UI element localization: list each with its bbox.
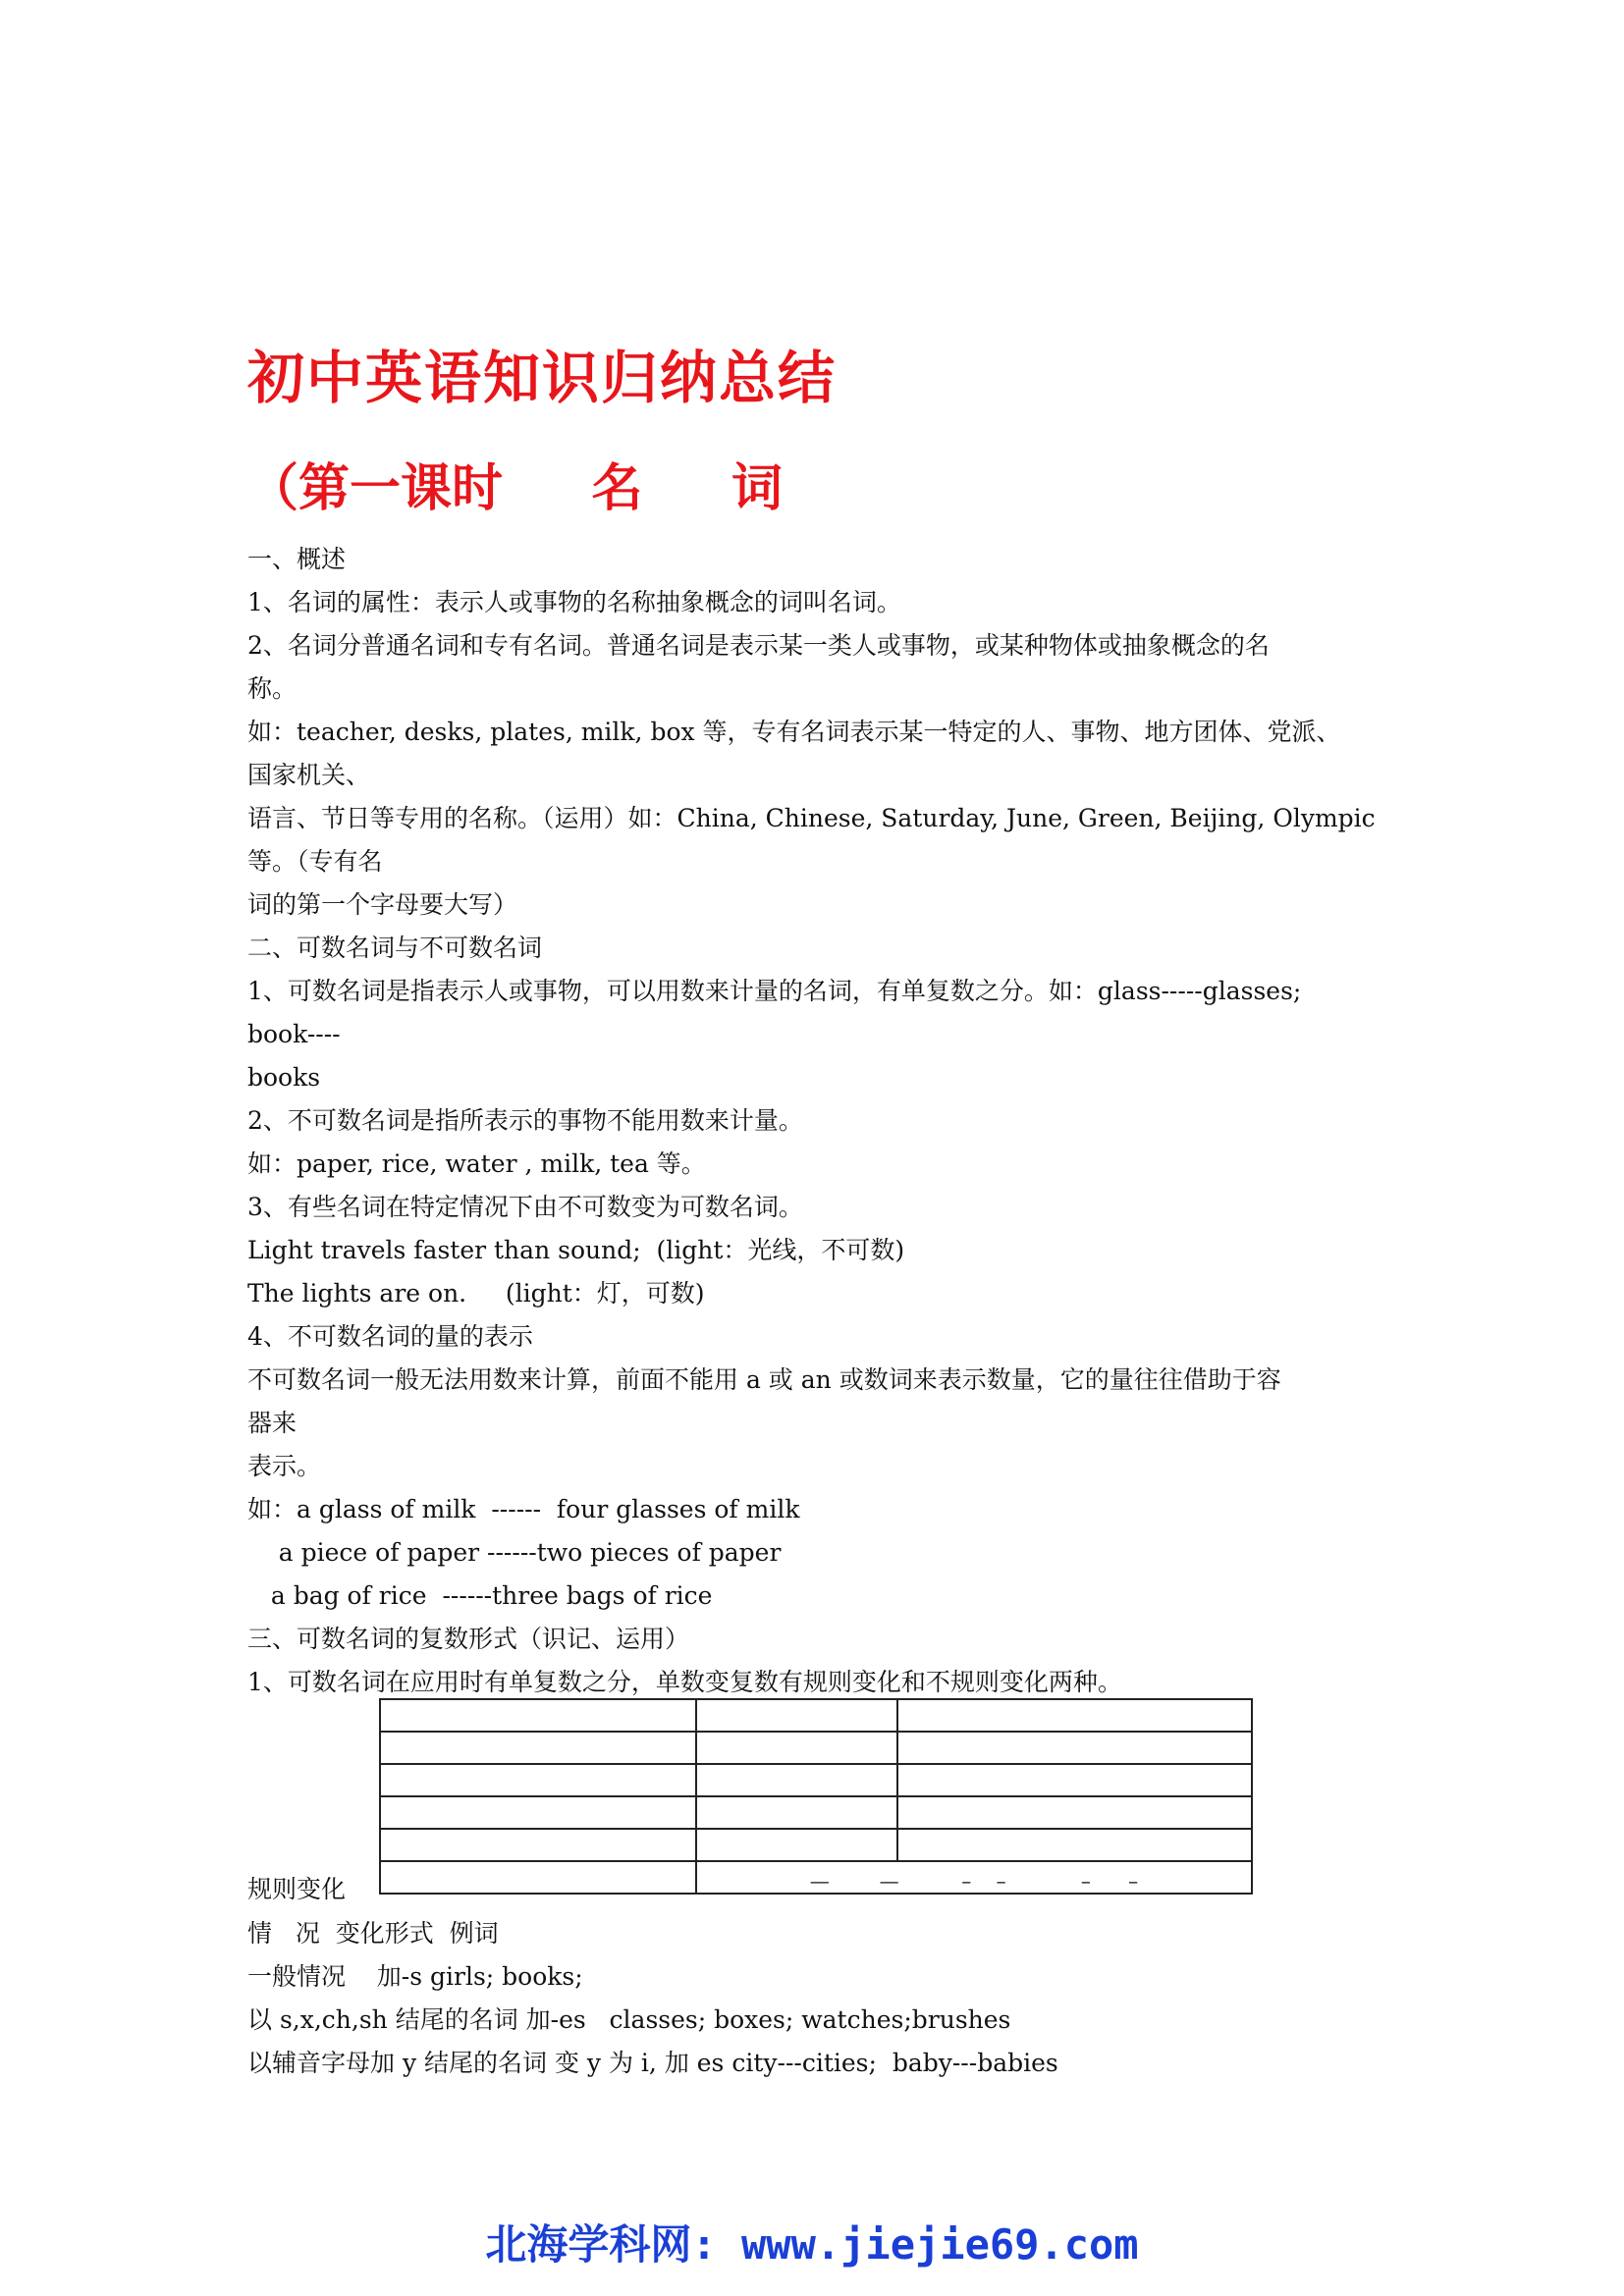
table-cell xyxy=(380,1764,696,1796)
text-line: 4、不可数名词的量的表示 xyxy=(247,1322,533,1351)
table-cell xyxy=(696,1699,897,1732)
text-line: The lights are on. (light：灯，可数) xyxy=(247,1279,705,1308)
text-line: 三、可数名词的复数形式（识记、运用） xyxy=(247,1625,690,1653)
text-line: 语言、节日等专用的名称。（运用）如：China, Chinese, Saturday, June, Green, Beijing, Olympic xyxy=(247,804,1376,832)
text-line: 一、概述 xyxy=(247,545,347,573)
table-row xyxy=(380,1829,1252,1861)
table-cell xyxy=(696,1732,897,1764)
plural-rules-table xyxy=(379,1698,1253,1895)
text-line: 2、名词分普通名词和专有名词。普通名词是表示某一类人或事物，或某种物体或抽象概念的名 xyxy=(247,631,1270,660)
text-line: book---- xyxy=(247,1020,341,1048)
table-cell xyxy=(897,1699,1252,1732)
text-line: 表示。 xyxy=(247,1452,322,1480)
footer-website: 北海学科网: www.jiejie69.com xyxy=(485,2220,1139,2269)
text-line: 1、可数名词在应用时有单复数之分，单数变复数有规则变化和不规则变化两种。 xyxy=(247,1668,1122,1696)
table-cell xyxy=(380,1829,696,1861)
text-line: 等。（专有名 xyxy=(247,847,383,876)
text-line: 器来 xyxy=(247,1409,298,1437)
table-label: 规则变化 xyxy=(247,1875,347,1903)
text-line: 3、有些名词在特定情况下由不可数变为可数名词。 xyxy=(247,1193,803,1221)
text-line: 1、名词的属性：表示人或事物的名称抽象概念的词叫名词。 xyxy=(247,588,901,616)
table-cell-marks xyxy=(696,1861,1252,1894)
after-table-text xyxy=(247,1912,1396,2085)
table-cell xyxy=(696,1764,897,1796)
table-cell xyxy=(380,1699,696,1732)
table-dash-marks: — — – – – – xyxy=(809,1869,1139,1893)
table-row xyxy=(380,1764,1252,1796)
text-line: Light travels faster than sound; (light：光线，不可数) xyxy=(247,1236,905,1264)
text-line: 如：a glass of milk ------ four glasses of milk xyxy=(247,1495,800,1523)
table-cell xyxy=(380,1796,696,1829)
table-cell xyxy=(696,1829,897,1861)
table-cell xyxy=(696,1796,897,1829)
text-line: 2、不可数名词是指所表示的事物不能用数来计量。 xyxy=(247,1106,803,1135)
table-row xyxy=(380,1732,1252,1764)
table-cell xyxy=(897,1829,1252,1861)
text-line: 情 况 变化形式 例词 xyxy=(247,1919,499,1948)
table-cell xyxy=(897,1732,1252,1764)
text-line: books xyxy=(247,1063,321,1092)
table-row xyxy=(380,1699,1252,1732)
body-text xyxy=(247,538,1396,1704)
text-line: 称。 xyxy=(247,674,298,703)
text-line: 词的第一个字母要大写） xyxy=(247,890,518,919)
table-cell xyxy=(897,1796,1252,1829)
page-subtitle: （第一课时 名 词 xyxy=(247,459,784,518)
page-title: 初中英语知识归纳总结 xyxy=(247,345,838,411)
text-line: 二、可数名词与不可数名词 xyxy=(247,934,543,962)
text-line: 以 s,x,ch,sh 结尾的名词 加-es classes; boxes; watches;brushes xyxy=(247,2005,1011,2034)
text-line: 如：paper, rice, water , milk, tea 等。 xyxy=(247,1149,706,1178)
text-line: 以辅音字母加 y 结尾的名词 变 y 为 i, 加 es city---cities; baby---babies xyxy=(247,2049,1058,2077)
text-line: a bag of rice ------three bags of rice xyxy=(247,1581,713,1610)
text-line: 不可数名词一般无法用数来计算，前面不能用 a 或 an 或数词来表示数量，它的量往往借助于容 xyxy=(247,1365,1281,1394)
table-cell xyxy=(380,1861,696,1894)
text-line: 1、可数名词是指表示人或事物，可以用数来计量的名词，有单复数之分。如：glass-----glasses; xyxy=(247,977,1302,1005)
text-line: 国家机关、 xyxy=(247,761,371,789)
table-cell xyxy=(897,1764,1252,1796)
table-row xyxy=(380,1796,1252,1829)
text-line: 如：teacher, desks, plates, milk, box 等，专有名词表示某一特定的人、事物、地方团体、党派、 xyxy=(247,718,1341,746)
text-line: 一般情况 加-s girls; books; xyxy=(247,1962,583,1991)
text-line: a piece of paper ------two pieces of paper xyxy=(247,1538,782,1567)
table-row xyxy=(380,1861,1252,1894)
table-cell xyxy=(380,1732,696,1764)
